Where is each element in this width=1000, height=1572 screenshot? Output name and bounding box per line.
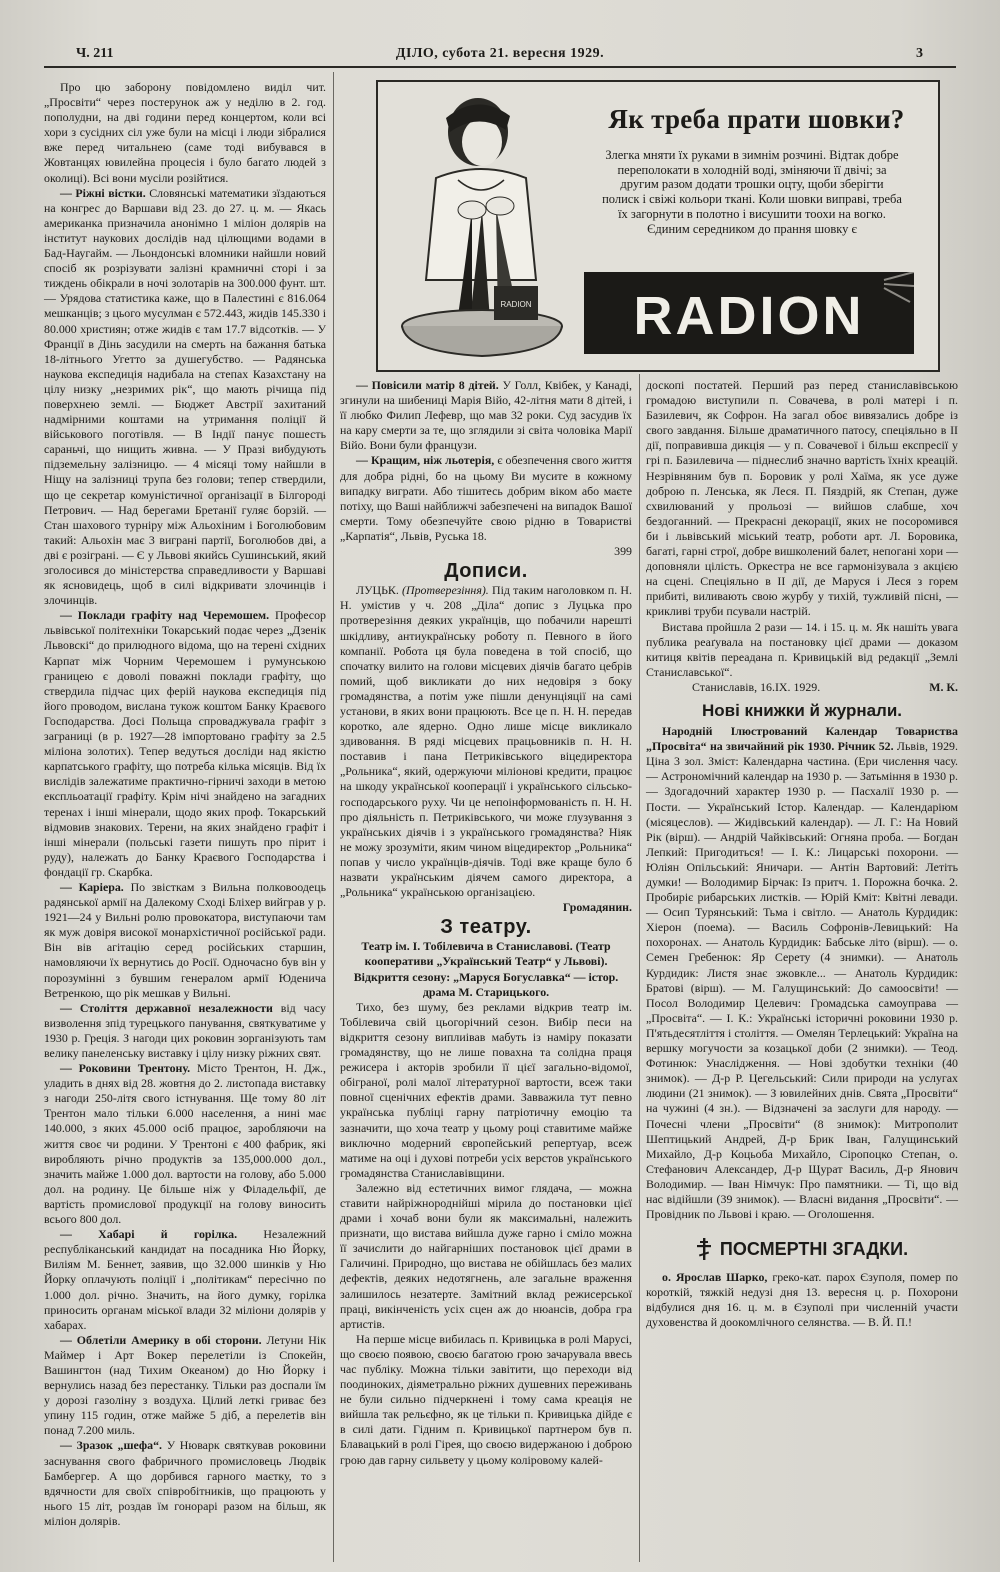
paragraph: Вистава пройшла 2 рази — 14. і 15. ц. м. Як нашіть увага публика реаґувала на постановку цієї драми — доказом китиця квітів переадана п. Кривицькій від редакції „Землі Станиславської“. [646,619,958,679]
orthodox-cross-icon [696,1238,712,1260]
article-title: — Століття державної незалежности [60,1000,273,1015]
paragraph: доскопі постатей. Перший раз перед станиславівською громадою виступили п. Совачева, в ролі матері і п. Базилевич, як Софрон. На загал обоє вивязались добре із свого завдання. Більше драматичного патосу, спеціяльно в ІІ дії, поправивша дикція — у п. Совачевої і більш експресії у грі п. Базилевича — піднеслиб значно вартість їхніх креацій. Незрівняним був п. Боровик у ролі Хаїма, як усе дуже доброю п. Ленська, як Леся. П. Пяздрій, як Степан, дуже схвилюваний у прольозі — вийшов слабше, хоч бездоганний. — Прекрасні декорації, яких не посоромився би і львівський міський театр, роботи арт. Л. Боровика, багаті, гарні строї, добре вишколений балет, непогані хори — доповняли цілість. Оркестра не все гармонізувала з акцією на сцені. Спеціяльно в ІІ дії, де Маруся і Леся з горем прибиті, виливають свою журбу у тихій, тужливій пісні, — крикливі труби псували настрій. [646,378,958,619]
ad-text: Злегка мняти їх руками в зимнім розчині. Відтак добре переполокати в холодній воді, зміняючи її двічі; за другим разом додати трошки оцту, щоби зберігти полиск і свіжі кольори ткані. Коли шовки виправі, треба їх загорнути в полотно і висушити тоохи на вогко. Єдиним середником до прання шовку є [602,148,902,236]
article-body: Словянські математики зїздаються на конгрес до Варшави від 23. до 27. ц. м. — Якась американка призначила анонімно 1 міліон долярів на інститут наукових дослідів над цілющими водами в Бад-Наугайм. — Льондонські вломники найшли новий спосіб як розрізувати залізні крамничні сторі і за тиждень обікрали в ночі золотарів на 300.000 фунт. шт. — Урядова статистика каже, що в Палестині є 816.064 мешканців; з цього мусулман є 572.443, жидів 145.330 і 80.000 християн; отже жидів є там 17.7 відсотків. — У Франції в Дінь засудили на смерть на бажання батька 18-літнього Угетто за душегубство. — Радянська наукова експедиція надибала на степах Казахстану на цілу низку „незримих рік“, що мають річища під поверхнею землі. — Бюджет Австрії захитаний надмірними коштами на утримання поліції й військового поготівля. — В Індії панує пошесть сараньчі, що нищить живна. — У Празі вибудують підземельну залізницю. — 4 місяці тому найшли в Ніщу на залізниці трупа без голови; тепер ствердили, що це секретар комуністичної організації в Білгороді Петрович. — Над берегами Бретанії гуляє борзій. — Стан шахового турніру між Альохіним і Боголюбовим такий: Альохін має 3 виграні партії, Боголюбов дві, а дві є розіграні. — Є у Львові якийсь Сушинський, який зголосився до міністерства справедливости у Варшаві як ясновидець, щоб в силі відкривати злочинців і злочинців. [44,185,326,608]
article-title: — Каріера. [60,879,124,894]
article-title: — Повісили матір 8 дітей. [356,378,499,392]
column-left [44,80,326,1529]
article-body: По звісткам з Вильна полковоодець радянської армії на Далекому Сході Бліхер вийграв у р. 1921—24 у Вильні ролю провокатора, виступаючи там як муж довіря високої монархістичної російської ради. Він вів агітацію серед російських старшин, намовляючи їх вернутись до Росії. Одночасно був він у порозумінні з бувшим генералом армії Юденича Ветренкою, що рік мешкав у Вильні. [44,879,326,1000]
article-body: Львів, 1929. Ціна 3 зол. Зміст: Календарна частина. (Ери числення часу. — Астрономічний календар на 1930 р. — Затьміння в 1930 р. — Здогадочний характер 1930 р. — Пасхалії 1930 р. — Пости. — Український Істор. Календар. — Календаріюм (місяцеслов). — Жидівський календар). — Л. Г.: На Новий Рік (вірш). — Андрій Чайківський: Огняна проба. — Богдан Лепкий: Пригодиться! — І. К.: Лицарські похорони. — Юліян Опільський: Яничари. — Антін Вартовий: Летіть думки! — Володимир Бірчак: Із притч. 1. Порожна бочка. 2. Пробиріє рибарських листків. — Юрій Кміт: Квітні левади. — Осип Турянський: Тьма і світло. — Анатоль Курдидик: Хіерон (поема). — Василь Софронів-Левицький: На похоронах. — Анатоль Курдидик: Бабське літо (вірш). — о. Семен Гребенюк: Яр Серету (4 знимки). — Анатоль Курдидик: Листя знає зжовкле... — Анатоль Курдидик: Братові (вірш). — М. Галущинський: До самоосвіти! — Посол Володимир Целевич: Громадська самоуправа — „Просвіта“. — І. К.: Українські історичні роковини 1930 р. П'ятьдесятліття і століття. — Омелян Терлецький: Україна на вершку могучости за козацької доби (2 знимки). — Теод. Фотинюк: Унаслідження. — Нові здобутки техніки (40 знимок). — Д-р Р. Цегельський: Сили природи на услугах людини (21 знимок). — З ювилейних днів. Свята „Просвіти“ на чужині (4 зн.). — Відзначені за заслуги для народу. — Почесні члени „Просвіти“ (8 знимок): Митрополит Шептицький Андрей, Д-р Брик Іван, Галущинський Михайло, Д-р Коцьоба Михайло, Сіропоцко Степан, о. Стефанович Александер, Д-р Щурат Василь, Д-р Янович Володимир. — Іван Німчук: Про памятники. — Ті, що від нас відійшли (39 знимок). — Власні видання „Просвіти“. — Провідник по Львові і краю. — Оголошення. [646,739,958,1222]
article-title: — Облетіли Америку в обі сторони. [60,1332,262,1347]
radion-advertisement [376,80,940,372]
article-hanged [340,378,632,453]
article-centenary [44,1001,326,1061]
article-title: — Ріжні вістки. [60,185,146,200]
calendar-review [646,724,958,1222]
radion-logo [584,272,914,354]
paragraph: Тихо, без шуму, без реклами відкрив театр ім. Тобілевича свій цьогорічний сезон. Вибір песи на відкриття сезону виплиівав мабуть із наміру показати громадянству, що не лише повахна та солідна праця режисера і акторів зробили її цієї загально-відомої, обіграної, ролі малої літературної вартости, всеж таки повної сценічних ефектів драми. Завважила тут певно українська публіці гарну патріотичну емоцію та зазначити, що хоча театр у цьому році ставитиме майже виключно модерний європейський репертуар, всеж матиме на оці і духові потреби усіх верстов українського громадянства Станиславівщини. [340,999,632,1180]
article-bribes [44,1227,326,1333]
package-label: RADION [500,300,532,309]
review-signoff [646,680,958,695]
place-date: Станиславів, 16.ІХ. 1929. [692,679,821,694]
article-body: У Голл, Квібек, у Канаді, згинули на шибениці Марія Війо, 42-літня мати 8 дітей, і її любко Филип Лефевр, що мав 32 роки. Суд засудив їх на кару смерти за те, що зглядили зі світа чоловіка Марії Війо. Вони були французи. [340,378,632,453]
signature: Громадянин. [562,900,632,915]
article-title: — Роковини Трентону. [60,1061,191,1076]
article-body: є обезпечення свого життя для добра рідні, бо на цьому Ви мусите в кожному випадку виграти. Або тішитесь добрим віком або маєте потіху, що Ваші найближчі забезпечені на випадок Вашої смерти. Тому обезпечуйте свою рідню в Товаристві „Карпатія“, Львів, Руська 18. [340,453,633,543]
article-news [44,186,326,609]
obituary-title: ПОСМЕРТНІ ЗГАДКИ. [719,1238,909,1259]
article-body: У Нюварк святкував роковини заснування свого фабричного промисловець Людвік Бамбергер. А що дорбився гарного маєтку, то з вдячности для своїх співробітників, що працюють у нього 15 літ, роздав їм гонорарі разом на більш, як міліон долярів. [44,1438,326,1528]
article-trenton [44,1061,326,1227]
paragraph: Залежно від естетичних вимог глядача, — можна ставити найріжнороднійші мірила до постановки цієї драми і хочаб вони були як максимальні, належить признати, що вистава вийшла дуже гарно і сміло можна її зачислити до найгарніших постановок цієї драми в Галичині. Природно, що вистава не обійшлась без малих дефектів, деяких недотягнень, але загальне враження залишилось незатерте. Замітний вклад режисерської праці, викінченість усіх сцен аж до нюансів, добра гра артистів. [340,1180,632,1331]
obituary-heading [646,1238,958,1260]
article-body: Під таким наголовком п. Н. Н. умістив у ч. 208 „Діла“ допис з Луцька про протверезіння деяких українців, що побачили нарешті шкідливу, антиукраїнську роботу п. Певного в його компанії. Робота ця була поведена в той спосіб, що спочатку вилито на голови місцевих діячів багато цебрів помий, щоб викликати до них недовіря з боку громадянства, а потім уже пішли денунціяції на самі установи, в яких вони працюють. Все це п. Н. Н. передав коротко, але ядерно. Одно лише місце викликало здивовання. В ряді місцевих працьовників п. Н. Н. поставив і пана Петриківського віцедиректора „Рольника“, який, одержуючи міліонові кредити, працює на шкоду української кооперації і українського сільсько-господарського руху. Чи це непоінформованість п. Н. Н. про діяльність п. Петриківського, чи може глузування з українських діячів і з українського громадянства? Ніяк не можу зрозуміти, яким чином віцедиректор „Рольника“ попав у число українців-діячів. Тоді вже краще було б назвати українським діячем самого директора, а „Рольника“ українською організацією. [340,583,632,900]
woman-washing-illustration [386,90,576,362]
masthead-date: ДІЛО, субота 21. вересня 1929. [395,46,605,61]
article-title: — Кращим, ніж льотерія, [356,453,495,468]
theatre-subheading: Театр ім. І. Тобілевича в Станиславові. (Театр кооперативи „Український Театр“ у Львові). Відкриття сезону: „Маруся Богуславка“ — істор. драма М. Старицького. [353,939,619,999]
section-heading-books: Нові книжки й журнали. [701,700,903,720]
lutsk-report [340,583,632,900]
article-title: — Зразок „шефа“. [60,1438,163,1453]
ad-title: Як треба прати шовки? [608,104,905,134]
section-heading-theatre: З театру. [440,916,532,939]
paragraph: Про цю заборону повідомлено виділ чит. „Просвіти“ через постерунок аж у неділю в 2. год. пополудни, на дві години перед концертом, коли всі хори з сусідних сіл уже були на місці і люди зібралися вже перед читальнею (саме тоді вибувався в Жовтанцях ювилейна процесія і було багато людей з околиці). Всі вони мусіли розійтися. [44,80,326,185]
column-middle [340,378,632,1468]
page-header [0,44,1000,68]
page-number: 3 [916,46,923,61]
article-title: — Хабарі й горілка. [60,1227,238,1242]
paragraph: На перше місце вибилась п. Кривицька в ролі Марусі, що своєю появою, своєю багатою грою зачарувала ввесь час публіку. Можна тільки завітити, що переходи від поодиноких, діяметрально ріжних душевних переживань не були сильно підчеркнені і тому сама креація не вийшла так рельєфно, як це тільки п. Кривицька дійде є в силі дати. Гідним п. Кривицької партнером був п. Блавацький в ролі Гірея, що своєю видержаною і доброю грою дав гарну сильвету у цьому коліровому калей- [340,1331,632,1467]
radion-brand: RADION [633,286,865,346]
header-rule [44,66,956,68]
article-career [44,880,326,1001]
article-body: Місто Трентон, Н. Дж., уладить в днях від 28. жовтня до 2. листопада виставку з нагоди 250-літя свого істнування. Ще тому 80 літ Трентон мало тільки 6.000 населення, а нині має 140.000, з яких 45.000 осіб працює, заробляючи на життя своє чи родини. У Трентоні є 400 фабрик, які виробляють річно продуктів за 135,000.000 дол., значить майже 1.000 дол. вартости на голову, або 5.000 дол. на родину. Це більше ніж у Філадельфії, де вартість промислової продукції на голову виносить всього 800 дол. [44,1061,326,1227]
article-graphite [44,608,326,880]
obituary-entry [646,1270,958,1330]
issue-number: Ч. 211 [76,46,114,61]
article-title: Народній Ілюстрований Календар Товариства „Просвіта“ на звичайний рік 1930. Річник 52. [646,724,958,754]
article-body: від часу визволення зпід турецького панування, святкуватиме у 1930 р. Греція. З нагоди цих роковин зорганізують там велику панеленську виставку і цілу низку ріжних свят. [44,1000,326,1060]
dateline: ЛУЦЬК. [356,583,399,598]
signature: М. К. [929,679,958,694]
article-chief [44,1438,326,1529]
article-body: Професор львівської політехніки Токарський подає через „Дзенік Львовскі“ до прилюдного відома, що на терені східних Карпат між Чорним Черемошем і румунською границею є доволі поважні поклади графіту, що ствердила підчас цих ферій наукова експедиція під його проводом, вислана тукож коштом Банку Краєвого Господарства. Досі Польща спроваджувала графіт з заграниці (в р. 1927—28 імпортовано графіту за 2.5 міліона золотих). Тепер ведуться досліди над якістю карпатського графіту, що потреба кілька місяців. Від їх вислідів залежатиме практично-гірничі заходи в метою експльоатації графіту. Крім нічі знайдено на загадних теренах і інші мінерали, щодо яких проф. Токарський відмовив знакових. Терени, на яких знайдено графіт і інші мінерали (польські газети пишуть про пірит і руду), належать до Банку Краєвого Господарства і фондації гр. Скарбка. [44,608,326,879]
article-body: Летуни Нік Маймер і Арт Вокер перелетіли із Спокейн, Вашингтон (над Тихим Океаном) до Ню Йорку і вернулись назад без перестанку. Тільки раз доспали їм у дорозі газоліну з воздуха. Цілий леткі гриває без упину 115 годин, отже майже 5 діб, а перелетів він понад 7.200 миль. [44,1332,326,1438]
section-heading-correspondence: Дописи. [444,560,528,583]
report-subtitle: (Протверезіння). [402,583,489,598]
column-divider [333,72,334,1562]
signature: В. Й. П.! [868,1315,912,1330]
article-title: — Поклади графіту над Черемошем. [60,608,270,623]
column-right [646,378,958,1331]
column-divider [639,374,640,1562]
article-body: греко-кат. парох Єзуполя, помер по короткій, тяжкій недузі дня 13. вересня ц. р. Похорони відбулися дня 16. ц. м. в Єзуполі при численній участи духовенства й доокомлічного селянства. — [646,1270,958,1330]
notice-number: 399 [614,544,632,559]
article-body: Незалежний республіканський кандидат на посадника Ню Йорку, Виліям М. Беннет, заявив, що 32.000 шинків у Ню Йорку оплачують поліції і „політикам“ пересічно по 1.000 дол. річно. Значить, на його думку, горілка приносить органам міської влади 32 міліони долярів у хабарах. [44,1227,326,1332]
article-flight [44,1333,326,1439]
insurance-notice [340,453,632,544]
deceased-name: о. Ярослав Шарко, [662,1270,768,1285]
